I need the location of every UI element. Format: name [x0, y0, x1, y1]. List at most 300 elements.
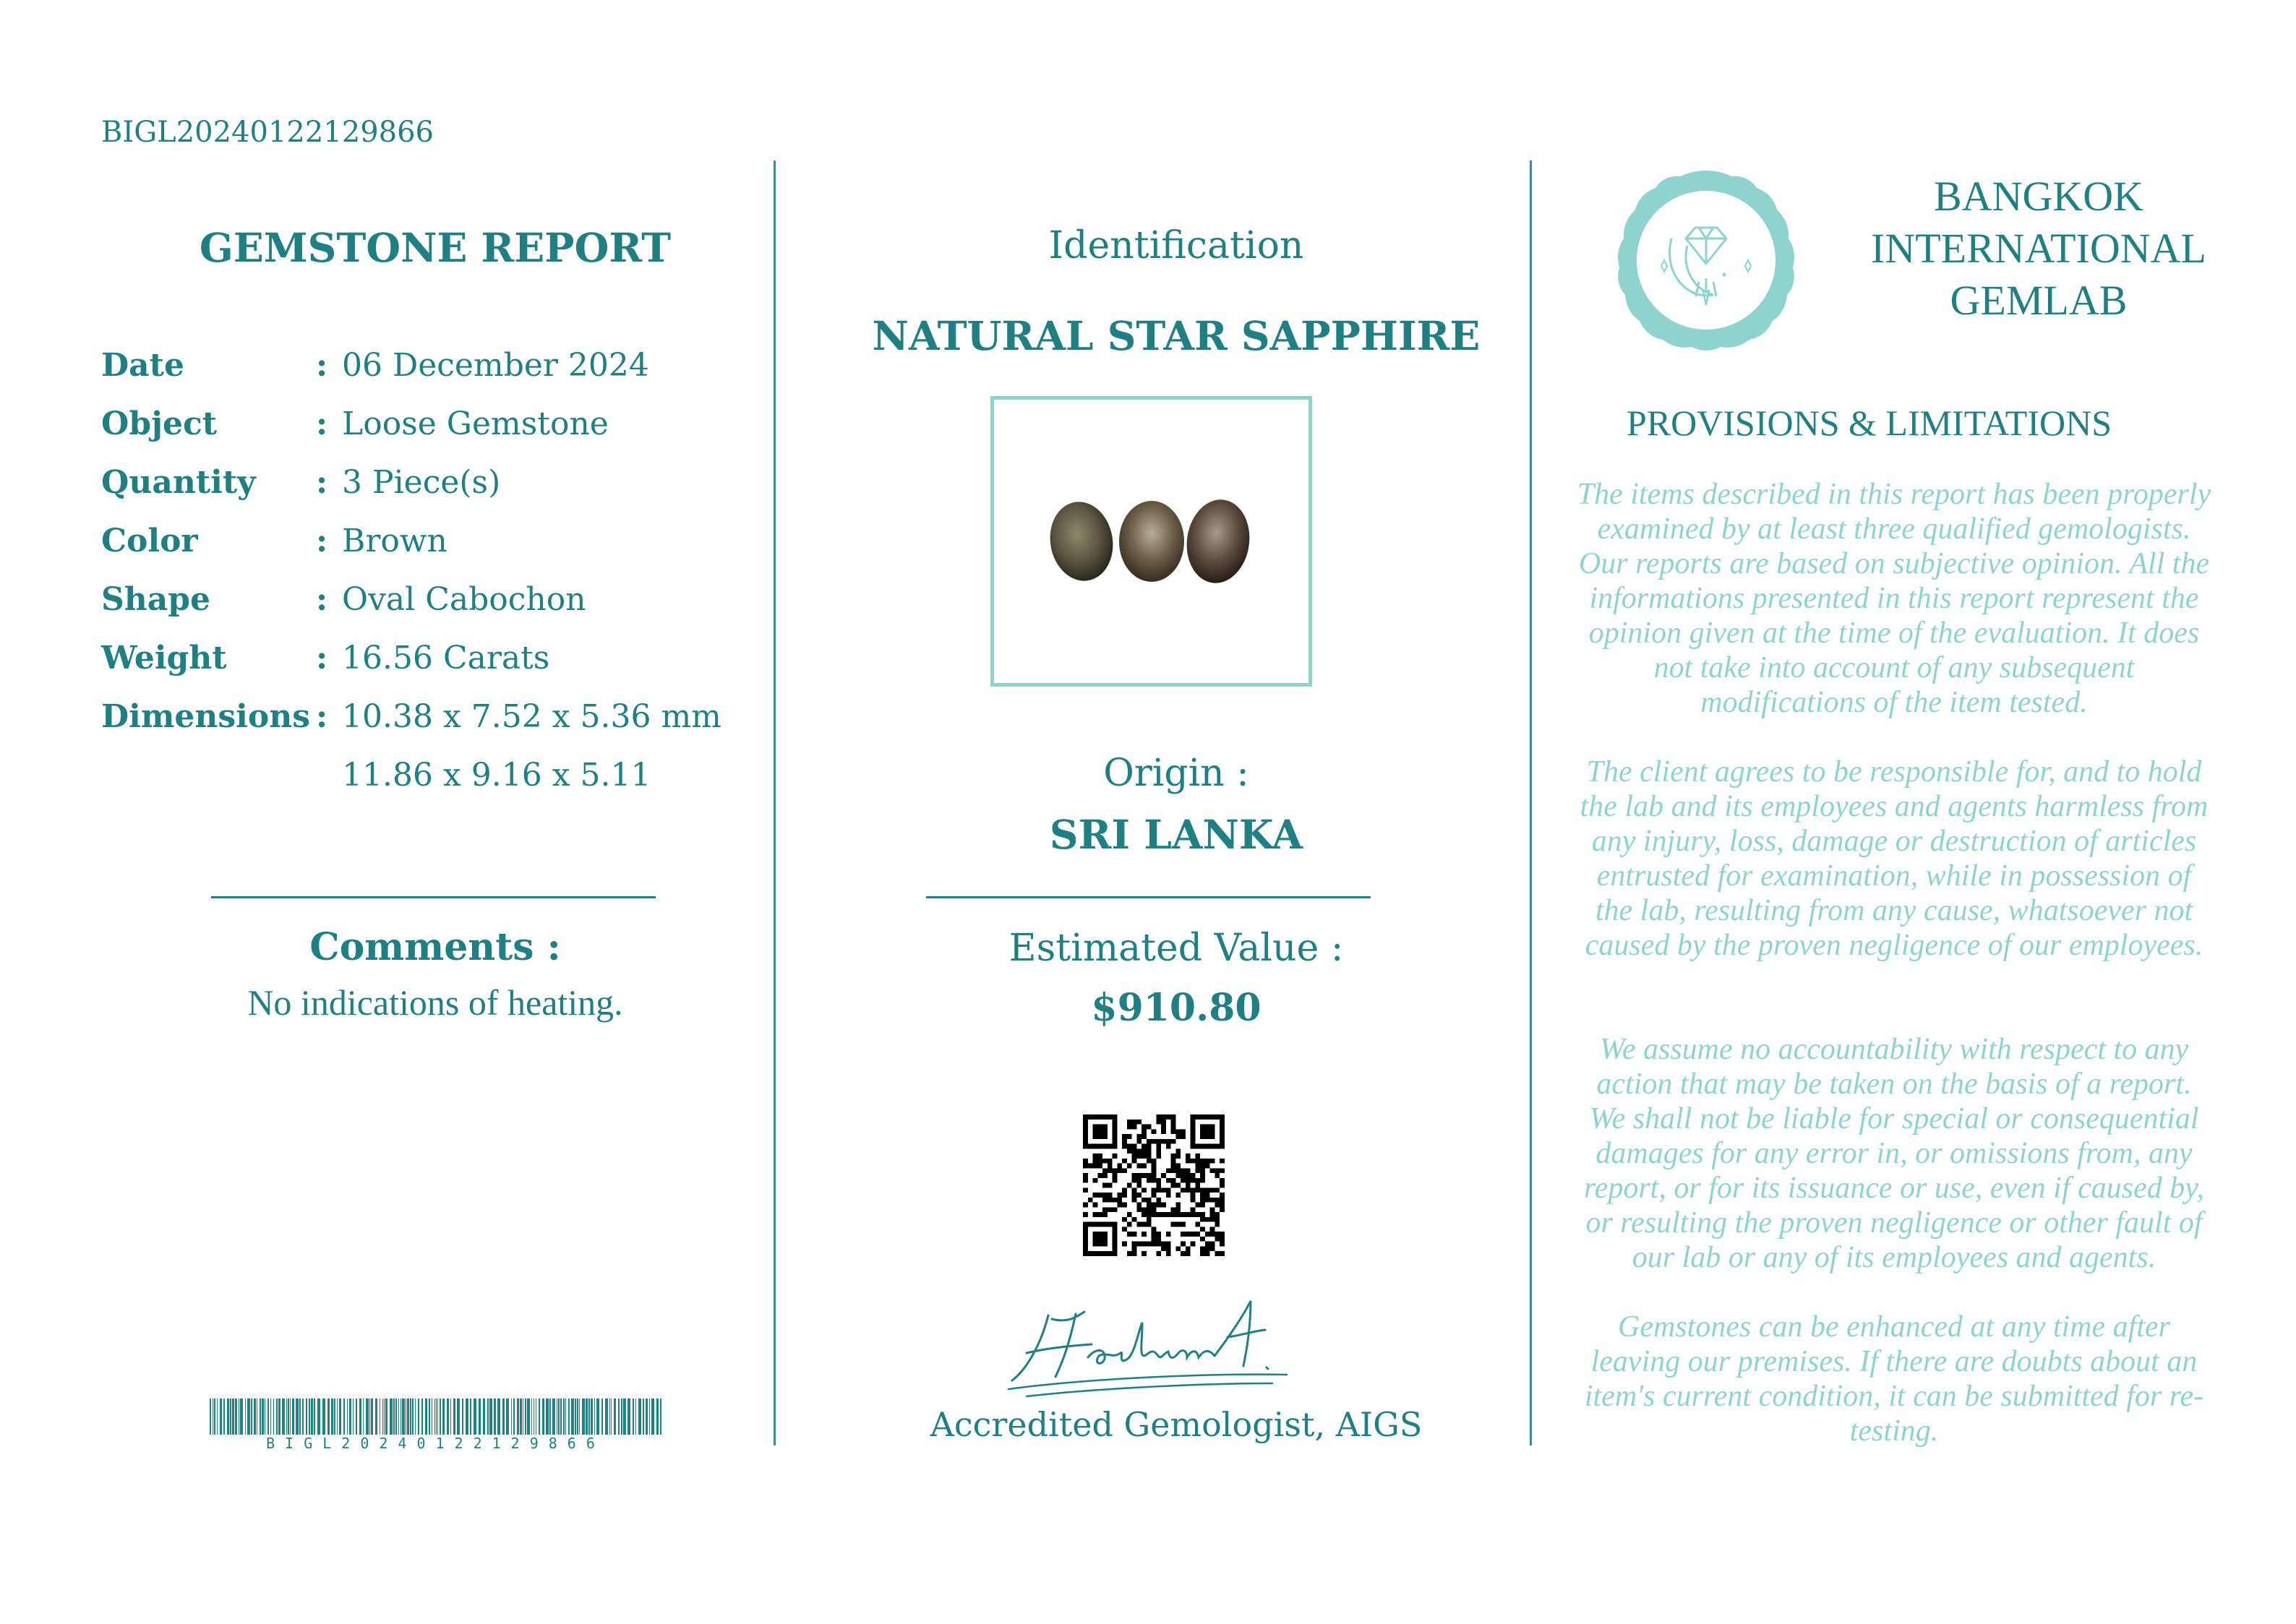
qr-module: [1191, 1178, 1196, 1183]
qr-module: [1093, 1212, 1098, 1217]
qr-module: [1108, 1159, 1113, 1164]
detail-value: 11.86 x 9.16 x 5.11: [342, 757, 651, 794]
barcode-bar: [334, 1399, 335, 1435]
qr-module: [1122, 1203, 1127, 1208]
barcode-bar: [343, 1399, 345, 1435]
qr-module: [1195, 1168, 1200, 1173]
barcode-bar: [232, 1399, 234, 1435]
qr-module: [1195, 1153, 1200, 1159]
qr-module: [1195, 1222, 1200, 1227]
qr-module: [1132, 1173, 1137, 1178]
barcode-bar: [382, 1399, 383, 1435]
qr-module: [1113, 1237, 1118, 1242]
qr-module: [1122, 1134, 1127, 1139]
barcode-bar: [278, 1399, 280, 1435]
qr-module: [1186, 1153, 1191, 1159]
qr-module: [1141, 1153, 1147, 1159]
qr-module: [1195, 1203, 1200, 1208]
qr-module: [1088, 1251, 1093, 1256]
qr-module: [1113, 1129, 1118, 1134]
detail-colon: :: [316, 405, 328, 442]
qr-module: [1186, 1173, 1191, 1178]
qr-module: [1181, 1232, 1186, 1237]
barcode-bar: [245, 1399, 246, 1435]
qr-module: [1171, 1153, 1176, 1159]
qr-module: [1195, 1144, 1200, 1149]
barcode-bar: [546, 1399, 549, 1435]
qr-module: [1102, 1242, 1108, 1247]
qr-module: [1156, 1212, 1161, 1217]
estimated-value-label: Estimated Value :: [1008, 927, 1344, 970]
barcode-bar: [371, 1399, 373, 1435]
qr-module: [1220, 1183, 1225, 1188]
qr-module: [1186, 1187, 1191, 1193]
barcode-bar: [262, 1399, 264, 1435]
barcode-bar: [539, 1399, 540, 1435]
qr-module: [1215, 1222, 1220, 1227]
qr-module: [1152, 1139, 1157, 1144]
barcode-bar: [302, 1399, 304, 1435]
qr-module: [1205, 1232, 1210, 1237]
qr-module: [1171, 1129, 1176, 1134]
qr-module: [1136, 1183, 1141, 1188]
qr-module: [1102, 1198, 1108, 1203]
qr-code[interactable]: [1083, 1114, 1225, 1256]
qr-module: [1220, 1134, 1225, 1139]
qr-module: [1210, 1134, 1215, 1139]
qr-module: [1113, 1168, 1118, 1173]
barcode-bar: [462, 1399, 463, 1435]
qr-module: [1171, 1178, 1176, 1183]
qr-module: [1127, 1232, 1132, 1237]
qr-module: [1093, 1125, 1098, 1130]
qr-module: [1141, 1187, 1147, 1193]
barcode: [210, 1399, 661, 1435]
qr-module: [1136, 1207, 1141, 1212]
barcode-bar: [235, 1399, 237, 1435]
qr-module: [1141, 1212, 1147, 1217]
qr-module: [1156, 1153, 1161, 1159]
qr-module: [1093, 1251, 1098, 1256]
qr-module: [1113, 1134, 1118, 1139]
qr-module: [1161, 1125, 1166, 1130]
barcode-bar: [290, 1399, 291, 1435]
qr-module: [1141, 1129, 1147, 1134]
barcode-bar: [474, 1399, 476, 1435]
barcode-bar: [418, 1399, 419, 1435]
qr-module: [1147, 1159, 1152, 1164]
qr-module: [1156, 1139, 1161, 1144]
qr-module: [1166, 1178, 1171, 1183]
qr-module: [1171, 1183, 1176, 1188]
qr-module: [1152, 1232, 1157, 1237]
qr-module: [1127, 1164, 1132, 1169]
qr-module: [1205, 1159, 1210, 1164]
qr-module: [1191, 1187, 1196, 1193]
barcode-bar: [571, 1399, 574, 1435]
qr-module: [1083, 1125, 1088, 1130]
detail-colon: :: [316, 581, 328, 618]
lab-name: [1858, 171, 2219, 327]
barcode-bar: [384, 1399, 385, 1435]
qr-module: [1083, 1212, 1088, 1217]
qr-module: [1102, 1168, 1108, 1173]
barcode-bar: [568, 1399, 570, 1435]
barcode-bar: [314, 1399, 315, 1435]
qr-module: [1166, 1246, 1171, 1251]
qr-module: [1147, 1222, 1152, 1227]
qr-module: [1220, 1198, 1225, 1203]
qr-module: [1210, 1198, 1215, 1203]
detail-colon: :: [316, 698, 328, 735]
detail-label: Quantity: [101, 464, 256, 501]
qr-module: [1210, 1114, 1215, 1120]
origin-label: Origin :: [1103, 752, 1249, 795]
qr-module: [1200, 1237, 1205, 1242]
qr-module: [1122, 1242, 1127, 1247]
qr-module: [1132, 1246, 1137, 1251]
qr-module: [1220, 1120, 1225, 1125]
qr-module: [1083, 1226, 1088, 1232]
barcode-bar: [466, 1399, 468, 1435]
stone-name: NATURAL STAR SAPPHIRE: [872, 312, 1481, 359]
qr-module: [1191, 1173, 1196, 1178]
qr-module: [1136, 1120, 1141, 1125]
barcode-bar: [649, 1399, 650, 1435]
qr-module: [1097, 1237, 1102, 1242]
qr-module: [1147, 1153, 1152, 1159]
barcode-bar: [633, 1399, 634, 1435]
qr-module: [1191, 1193, 1196, 1198]
qr-module: [1156, 1237, 1161, 1242]
qr-module: [1220, 1178, 1225, 1183]
detail-row-object: [101, 405, 766, 464]
barcode-bar: [286, 1399, 287, 1435]
qr-module: [1136, 1178, 1141, 1183]
qr-module: [1200, 1125, 1205, 1130]
comments-title: Comments :: [309, 925, 561, 969]
qr-module: [1171, 1212, 1176, 1217]
qr-module: [1210, 1212, 1215, 1217]
qr-module: [1215, 1251, 1220, 1256]
barcode-bar: [359, 1399, 361, 1435]
qr-module: [1147, 1139, 1152, 1144]
qr-module: [1093, 1232, 1098, 1237]
qr-module: [1200, 1178, 1205, 1183]
qr-module: [1083, 1134, 1088, 1139]
barcode-bar: [558, 1399, 560, 1435]
barcode-bar: [627, 1399, 630, 1435]
qr-module: [1220, 1237, 1225, 1242]
qr-module: [1152, 1164, 1157, 1169]
qr-module: [1108, 1198, 1113, 1203]
qr-module: [1093, 1134, 1098, 1139]
qr-module: [1102, 1232, 1108, 1237]
qr-module: [1205, 1129, 1210, 1134]
qr-module: [1161, 1242, 1166, 1247]
qr-module: [1097, 1134, 1102, 1139]
qr-module: [1215, 1232, 1220, 1237]
identification-label: Identification: [1048, 224, 1304, 267]
qr-module: [1132, 1217, 1137, 1222]
qr-module: [1205, 1246, 1210, 1251]
qr-module: [1186, 1159, 1191, 1164]
detail-row-shape: [101, 581, 766, 640]
barcode-bar: [643, 1399, 644, 1435]
qr-module: [1083, 1251, 1088, 1256]
qr-module: [1147, 1207, 1152, 1212]
qr-module: [1166, 1232, 1171, 1237]
qr-module: [1215, 1212, 1220, 1217]
qr-module: [1093, 1153, 1098, 1159]
qr-module: [1220, 1114, 1225, 1120]
detail-label: Dimensions: [101, 698, 311, 735]
origin-value: SRI LANKA: [1049, 811, 1303, 858]
barcode-bar: [577, 1399, 578, 1435]
barcode-bar: [349, 1399, 351, 1435]
report-id: BIGL20240122129866: [101, 116, 434, 149]
qr-module: [1113, 1144, 1118, 1149]
barcode-bar: [440, 1399, 441, 1435]
qr-module: [1097, 1129, 1102, 1134]
barcode-bar: [276, 1399, 278, 1435]
qr-module: [1220, 1232, 1225, 1237]
barcode-bar: [502, 1399, 505, 1435]
comments-text: No indications of heating.: [247, 982, 623, 1023]
barcode-bar: [331, 1399, 333, 1435]
qr-module: [1102, 1129, 1108, 1134]
barcode-bar: [390, 1399, 393, 1435]
qr-module: [1141, 1144, 1147, 1149]
qr-module: [1215, 1237, 1220, 1242]
qr-module: [1181, 1187, 1186, 1193]
qr-module: [1171, 1207, 1176, 1212]
qr-module: [1166, 1193, 1171, 1198]
qr-module: [1195, 1183, 1200, 1188]
barcode-bar: [618, 1399, 620, 1435]
barcode-bar: [267, 1399, 269, 1435]
qr-module: [1175, 1183, 1181, 1188]
qr-module: [1195, 1212, 1200, 1217]
qr-module: [1108, 1183, 1113, 1188]
qr-module: [1127, 1125, 1132, 1130]
qr-module: [1161, 1212, 1166, 1217]
qr-module: [1113, 1114, 1118, 1120]
qr-module: [1083, 1173, 1088, 1178]
qr-module: [1122, 1217, 1127, 1222]
qr-module: [1097, 1222, 1102, 1227]
detail-value: Oval Cabochon: [342, 581, 586, 618]
lab-name-line: GEMLAB: [1950, 277, 2128, 324]
qr-module: [1141, 1222, 1147, 1227]
qr-module: [1093, 1164, 1098, 1169]
barcode-bar: [240, 1399, 243, 1435]
qr-module: [1200, 1203, 1205, 1208]
qr-module: [1161, 1203, 1166, 1208]
qr-module: [1093, 1203, 1098, 1208]
qr-module: [1215, 1114, 1220, 1120]
qr-module: [1102, 1183, 1108, 1188]
provisions-title: PROVISIONS & LIMITATIONS: [1627, 403, 2112, 443]
qr-module: [1122, 1226, 1127, 1232]
qr-module: [1113, 1173, 1118, 1178]
qr-module: [1083, 1222, 1088, 1227]
qr-module: [1102, 1212, 1108, 1217]
barcode-bar: [582, 1399, 585, 1435]
barcode-bar: [227, 1399, 229, 1435]
qr-module: [1093, 1237, 1098, 1242]
barcode-bar: [596, 1399, 599, 1435]
barcode-bar: [611, 1399, 612, 1435]
barcode-bar: [410, 1399, 411, 1435]
detail-colon: :: [316, 464, 328, 501]
qr-module: [1136, 1139, 1141, 1144]
qr-module: [1200, 1246, 1205, 1251]
qr-module: [1083, 1120, 1088, 1125]
barcode-bar: [214, 1399, 215, 1435]
barcode-bar: [322, 1399, 325, 1435]
qr-module: [1141, 1148, 1147, 1153]
qr-module: [1210, 1217, 1215, 1222]
qr-module: [1205, 1164, 1210, 1169]
qr-module: [1205, 1251, 1210, 1256]
qr-module: [1220, 1144, 1225, 1149]
qr-module: [1136, 1173, 1141, 1178]
barcode-bar: [317, 1399, 320, 1435]
qr-module: [1156, 1183, 1161, 1188]
qr-module: [1210, 1232, 1215, 1237]
qr-module: [1195, 1164, 1200, 1169]
qr-module: [1113, 1120, 1118, 1125]
barcode-bar: [601, 1399, 603, 1435]
qr-module: [1181, 1173, 1186, 1178]
qr-module: [1220, 1193, 1225, 1198]
qr-module: [1171, 1139, 1176, 1144]
barcode-bar: [525, 1399, 526, 1435]
qr-module: [1200, 1217, 1205, 1222]
barcode-bar: [609, 1399, 610, 1435]
qr-module: [1117, 1203, 1122, 1208]
qr-module: [1152, 1168, 1157, 1173]
qr-module: [1147, 1217, 1152, 1222]
barcode-bar: [363, 1399, 364, 1435]
qr-module: [1102, 1222, 1108, 1227]
barcode-bar: [646, 1399, 648, 1435]
barcode-bar: [579, 1399, 580, 1435]
qr-module: [1132, 1144, 1137, 1149]
qr-module: [1205, 1134, 1210, 1139]
qr-module: [1181, 1178, 1186, 1183]
qr-module: [1191, 1144, 1196, 1149]
barcode-bar: [247, 1399, 250, 1435]
qr-module: [1175, 1193, 1181, 1198]
qr-module: [1161, 1187, 1166, 1193]
qr-module: [1210, 1187, 1215, 1193]
barcode-bar: [296, 1399, 299, 1435]
qr-module: [1136, 1222, 1141, 1227]
qr-module: [1166, 1251, 1171, 1256]
qr-module: [1102, 1251, 1108, 1256]
details-list: [101, 347, 766, 815]
qr-module: [1166, 1144, 1171, 1149]
barcode-bar: [273, 1399, 274, 1435]
qr-module: [1113, 1178, 1118, 1183]
barcode-bar: [511, 1399, 512, 1435]
qr-module: [1083, 1159, 1088, 1164]
qr-module: [1195, 1159, 1200, 1164]
barcode-bar: [366, 1399, 369, 1435]
qr-module: [1117, 1198, 1122, 1203]
qr-module: [1215, 1168, 1220, 1173]
barcode-bar: [450, 1399, 451, 1435]
detail-row-date: [101, 347, 766, 405]
qr-module: [1152, 1129, 1157, 1134]
barcode-bar: [327, 1399, 330, 1435]
barcode-bar: [230, 1399, 231, 1435]
qr-module: [1191, 1129, 1196, 1134]
barcode-bar: [660, 1399, 661, 1435]
qr-module: [1186, 1183, 1191, 1188]
detail-value: Brown: [342, 523, 447, 559]
qr-module: [1136, 1242, 1141, 1247]
report-title: GEMSTONE REPORT: [199, 224, 672, 271]
qr-module: [1141, 1232, 1147, 1237]
qr-module: [1152, 1203, 1157, 1208]
gemstone-photo: [990, 396, 1312, 687]
qr-module: [1122, 1159, 1127, 1164]
qr-module: [1127, 1120, 1132, 1125]
qr-module: [1200, 1159, 1205, 1164]
qr-module: [1210, 1125, 1215, 1130]
qr-module: [1205, 1144, 1210, 1149]
barcode-bar: [549, 1399, 551, 1435]
qr-module: [1186, 1246, 1191, 1251]
qr-module: [1088, 1222, 1093, 1227]
barcode-bar: [425, 1399, 427, 1435]
qr-module: [1200, 1144, 1205, 1149]
qr-module: [1093, 1222, 1098, 1227]
qr-module: [1175, 1212, 1181, 1217]
qr-module: [1108, 1222, 1113, 1227]
qr-module: [1175, 1134, 1181, 1139]
qr-module: [1083, 1139, 1088, 1144]
qr-module: [1156, 1120, 1161, 1125]
qr-module: [1205, 1217, 1210, 1222]
qr-module: [1215, 1217, 1220, 1222]
qr-module: [1147, 1203, 1152, 1208]
barcode-bar: [453, 1399, 455, 1435]
barcode-bar: [421, 1399, 423, 1435]
qr-module: [1191, 1242, 1196, 1247]
qr-module: [1220, 1242, 1225, 1247]
qr-module: [1113, 1207, 1118, 1212]
qr-module: [1171, 1159, 1176, 1164]
qr-module: [1200, 1168, 1205, 1173]
qr-module: [1102, 1144, 1108, 1149]
barcode-bar: [614, 1399, 616, 1435]
barcode-bar: [565, 1399, 566, 1435]
qr-module: [1088, 1198, 1093, 1203]
barcode-bar: [479, 1399, 481, 1435]
qr-module: [1132, 1242, 1137, 1247]
barcode-bar: [436, 1399, 437, 1435]
qr-module: [1127, 1183, 1132, 1188]
qr-module: [1200, 1226, 1205, 1232]
qr-module: [1181, 1168, 1186, 1173]
estimated-value-amount: $910.80: [1091, 986, 1261, 1030]
qr-module: [1093, 1114, 1098, 1120]
barcode-bar: [531, 1399, 532, 1435]
